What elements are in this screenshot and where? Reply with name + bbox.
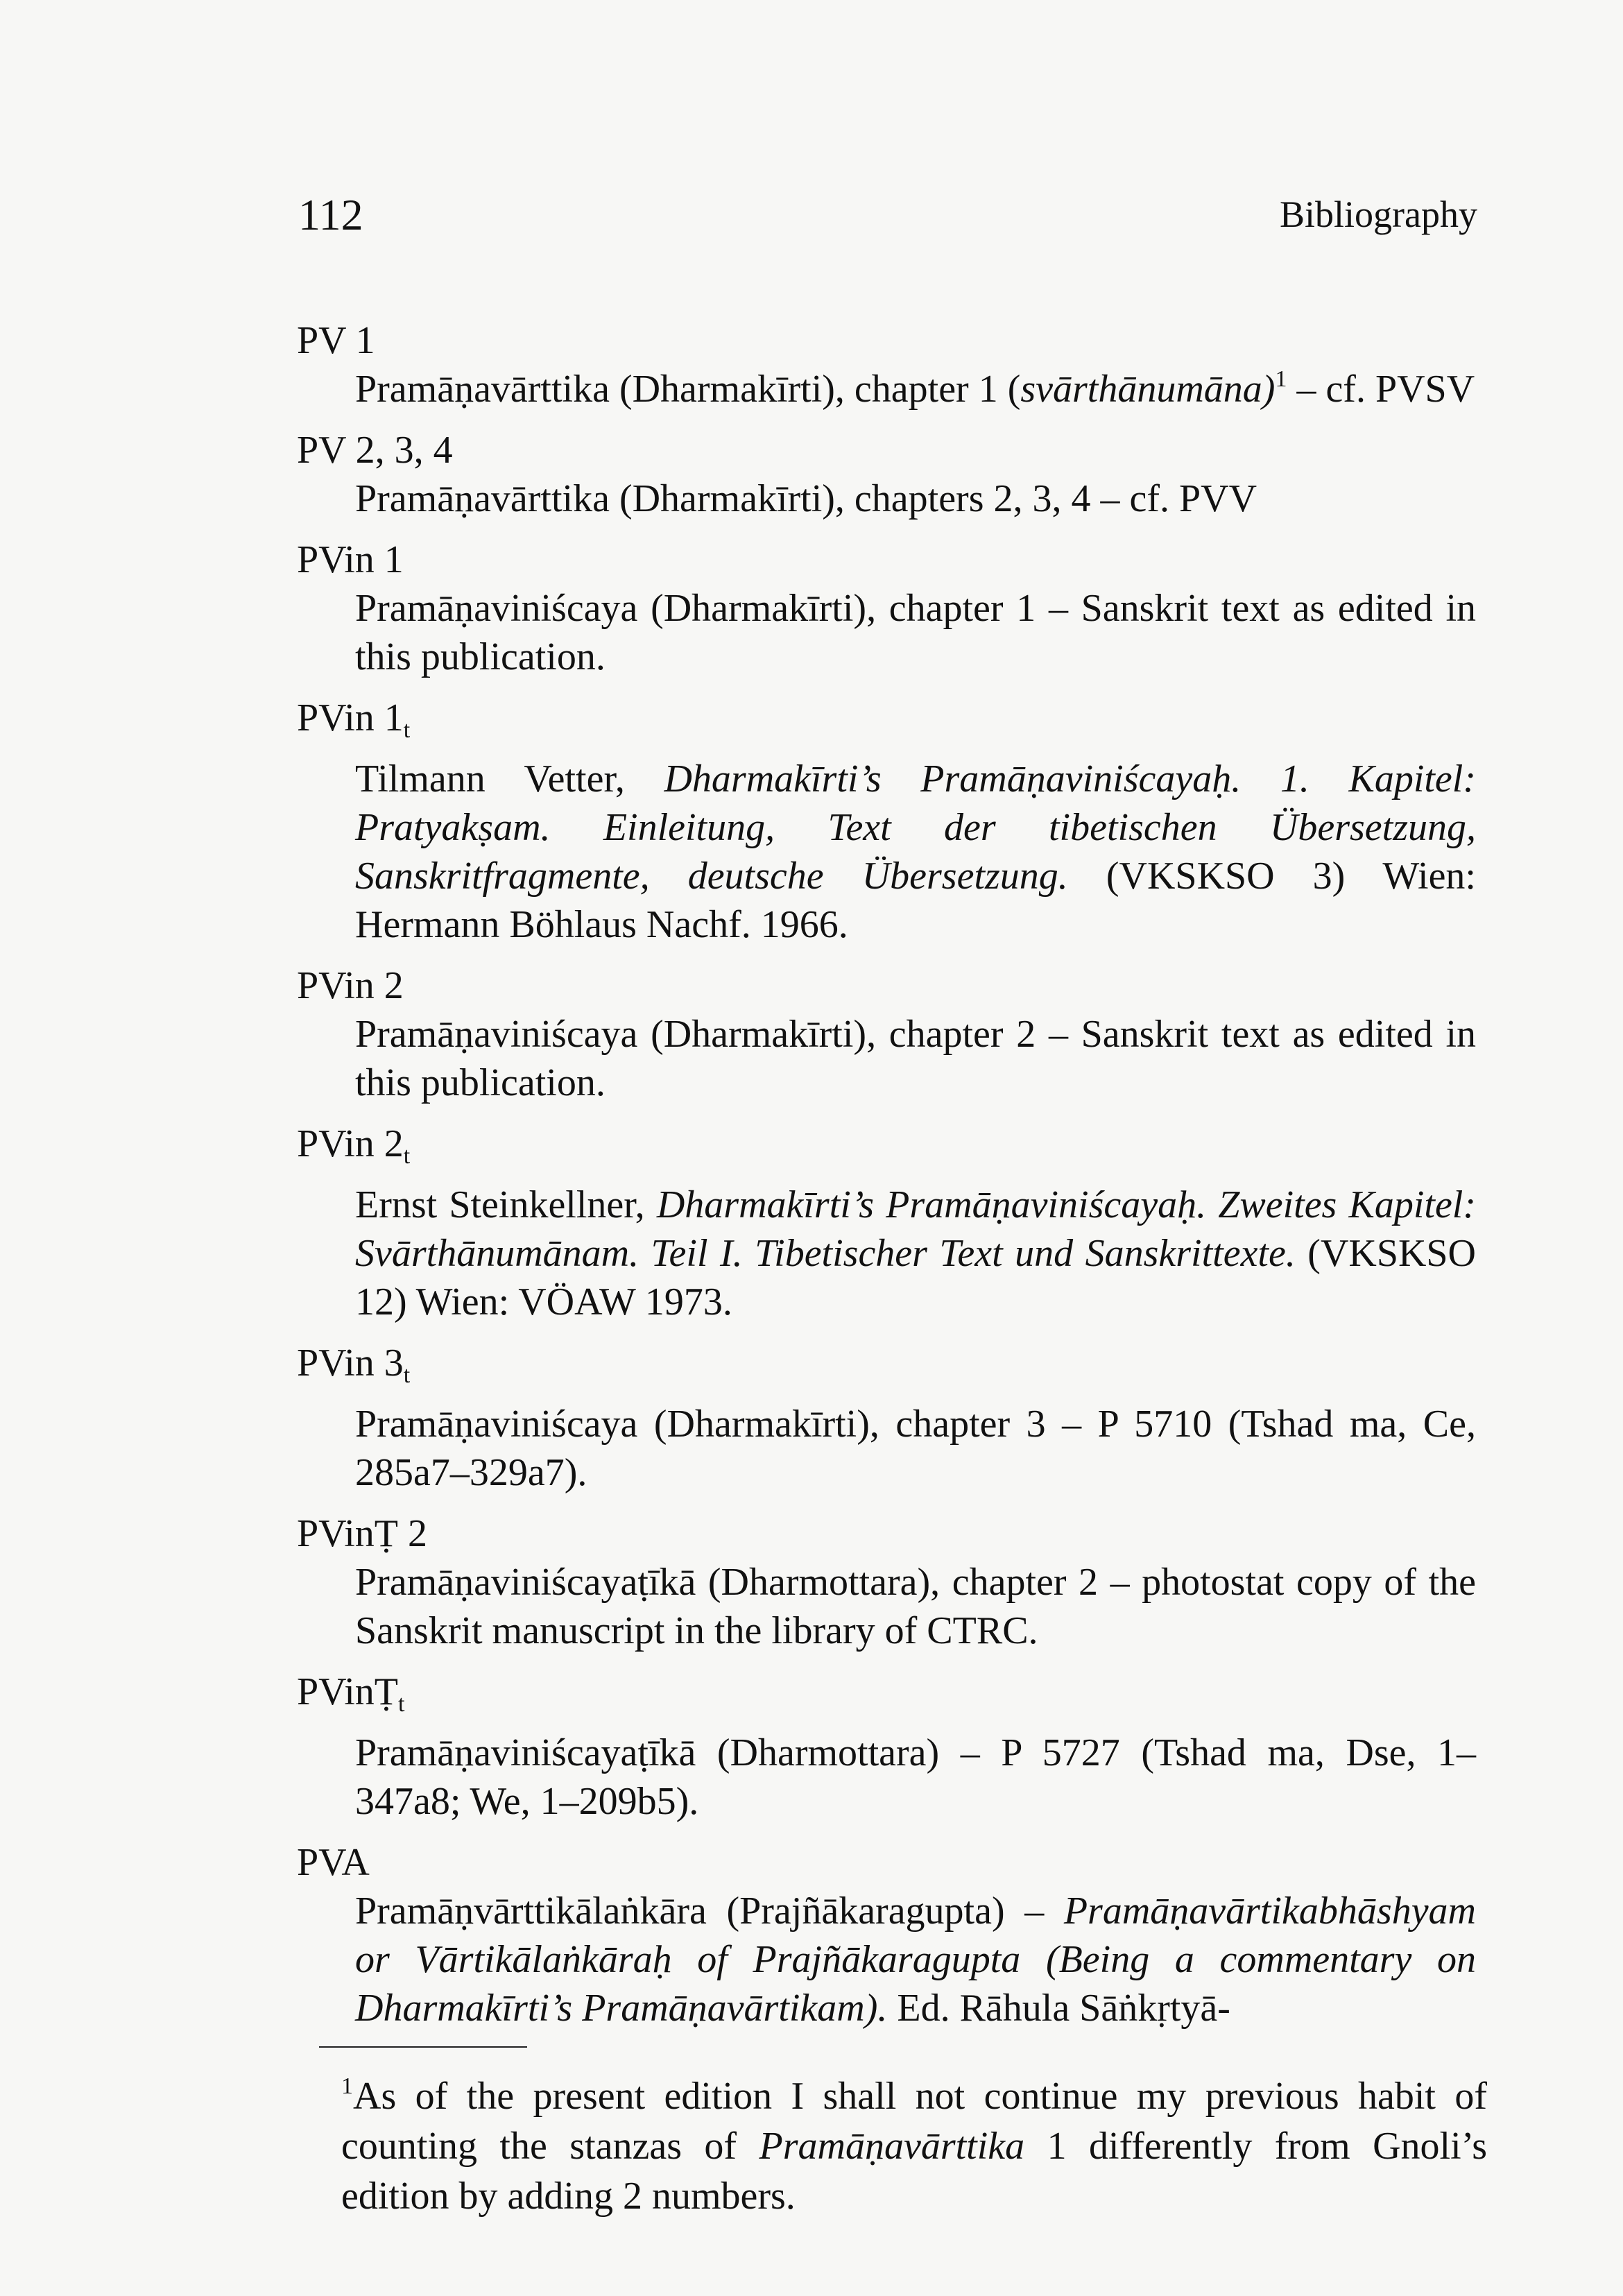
- entry-body: Pramāṇvārttikālaṅkāra (Prajñākaragupta) – Pramāṇavārtikabhāshyam or Vārtikālaṅkāraḥ of Prajñākaragupta (Being a commentary on Dharmakīrti’s Pramāṇavārtikam). Ed. Rāhula Sāṅkṛtyā-: [355, 1890, 1476, 2030]
- entry-key: PVin $2_t$: [297, 1122, 411, 1169]
- entry-key: PVin 2: [297, 964, 404, 1007]
- entry-body: Pramāṇaviniścaya (Dharmakīrti), chapter 1 – Sanskrit text as edited in this publication.: [355, 587, 1476, 678]
- entry-body: Ernst Steinkellner, Dharmakīrti’s Pramāṇaviniścayaḥ. Zweites Kapitel: Svārthānumānam. Teil I. Tibetischer Text und Sanskrittexte. (VKSKSO 12) Wien: VÖAW 1973.: [355, 1183, 1477, 1323]
- entry-key: PVin $1_t$: [297, 696, 411, 743]
- bib-entry: [297, 1838, 1476, 2032]
- entry-key: PVinṬ$_t$: [297, 1670, 405, 1717]
- bib-entry: [297, 1509, 1476, 1655]
- entry-key: PVin 1: [297, 538, 404, 581]
- page-number: 112: [298, 190, 363, 239]
- bib-entry: [297, 536, 1476, 681]
- entry-key: PV 1: [297, 319, 375, 362]
- entry-key: PVinṬ 2: [297, 1512, 427, 1555]
- footnote-marker: 1: [341, 2073, 353, 2099]
- entry-body: Pramāṇavārttika (Dharmakīrti), chapters 2, 3, 4 – cf. PVV: [355, 477, 1257, 520]
- bib-entry: [297, 961, 1476, 1107]
- bib-entry: [297, 1120, 1476, 1326]
- entry-body: Pramāṇaviniścaya (Dharmakīrti), chapter 3 – P 5710 (Tshad ma, Ce, 285a7–329a7).: [355, 1403, 1476, 1494]
- bib-entry: [297, 1668, 1476, 1826]
- bib-entry: [297, 1339, 1476, 1497]
- running-head: Bibliography: [1280, 194, 1477, 235]
- bib-entry: [297, 426, 1476, 523]
- entry-key: PVin $3_t$: [297, 1342, 411, 1388]
- entry-body: Tilmann Vetter, Dharmakīrti’s Pramāṇaviniścayaḥ. 1. Kapitel: Pratyakṣam. Einleitung, Text der tibetischen Übersetzung, Sanskritfragmente, deutsche Übersetzung. (VKSKSO 3) Wien: Hermann Böhlaus Nachf. 1966.: [355, 757, 1476, 946]
- footnote: $^1$As of the present edition I shall not continue my previous habit of counting the stanzas of Pramāṇavārttika 1 differently from Gnoli’s edition by adding 2 numbers.: [341, 2073, 1487, 2218]
- entry-body: Pramāṇaviniścaya (Dharmakīrti), chapter 2 – Sanskrit text as edited in this publication.: [355, 1013, 1476, 1104]
- bibliography-list: [297, 316, 1476, 2045]
- entry-body: Pramāṇaviniścayaṭīkā (Dharmottara) – P 5727 (Tshad ma, Dse, 1–347a8; We, 1–209b5).: [355, 1731, 1476, 1823]
- entry-body: Pramāṇavārttika (Dharmakīrti), chapter 1 (svārthānumāna)$^1$ – cf. PVSV: [355, 366, 1475, 411]
- bib-entry: [297, 316, 1476, 413]
- entry-key: PV 2, 3, 4: [297, 429, 453, 472]
- bib-entry: [297, 694, 1476, 949]
- entry-key: PVA: [297, 1841, 370, 1884]
- entry-body: Pramāṇaviniścayaṭīkā (Dharmottara), chapter 2 – photostat copy of the Sanskrit manuscript in the library of CTRC.: [355, 1561, 1476, 1652]
- footnote-divider: [319, 2046, 527, 2048]
- footnote-ref[interactable]: 1: [1275, 366, 1287, 392]
